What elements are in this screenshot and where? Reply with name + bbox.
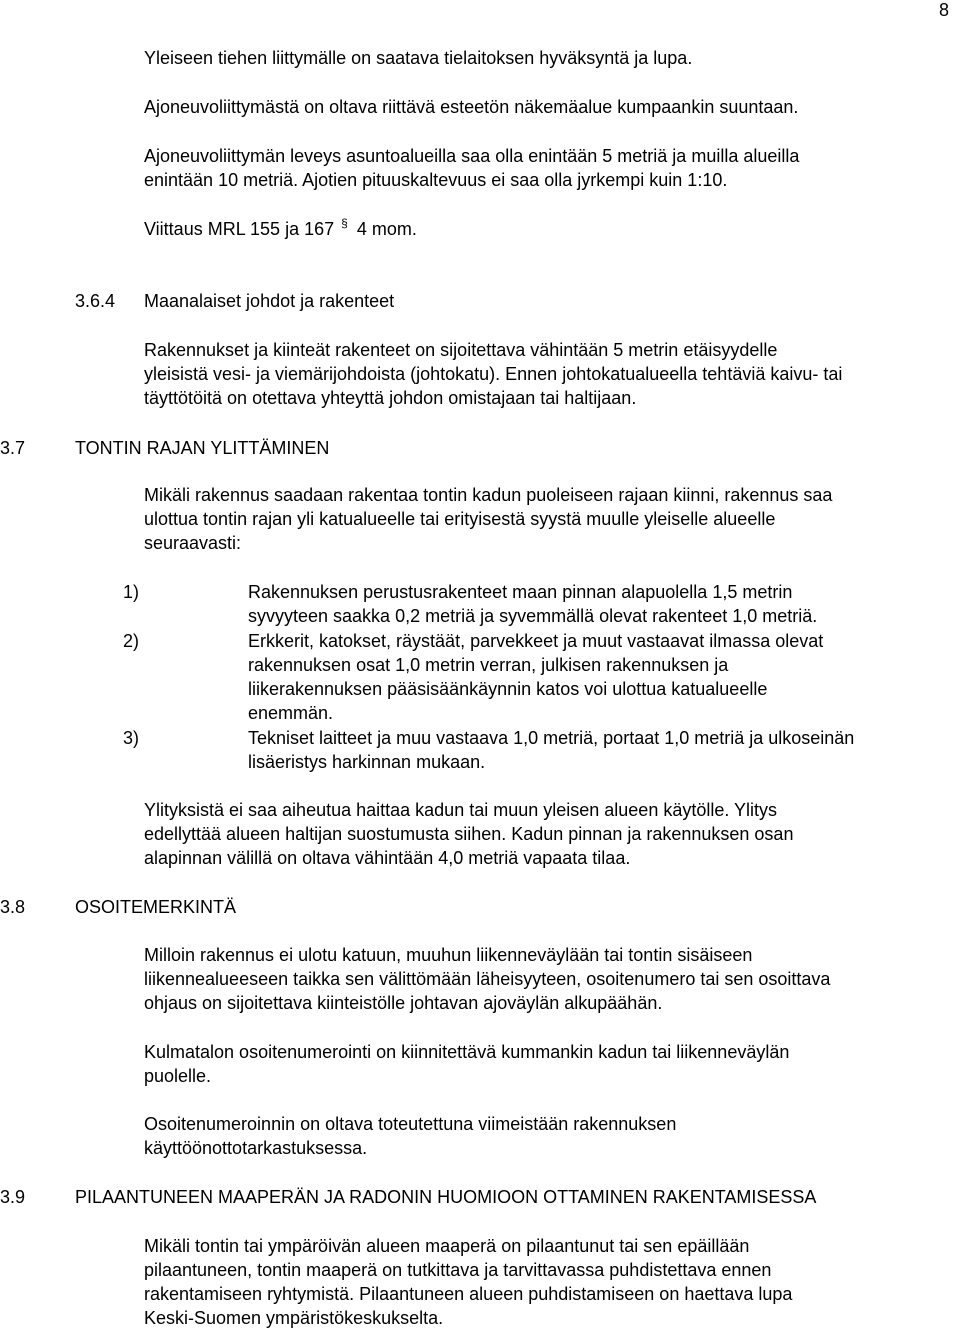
text-line: Keski-Suomen ympäristökeskukselta. <box>144 1308 444 1328</box>
text-line: rakentamiseen ryhtymistä. Pilaantuneen alueen puhdistamiseen on haettava lupa <box>144 1284 793 1304</box>
list-item <box>248 726 854 774</box>
text-line: Mikäli tontin tai ympäröivän alueen maaperä on pilaantunut tai sen epäillään <box>144 1236 750 1256</box>
reference-text: 4 mom. <box>356 219 417 239</box>
text-line: Osoitenumeroinnin on oltava toteutettuna viimeistään rakennuksen <box>144 1114 677 1134</box>
text-line: ohjaus on sijoitettava kiinteistölle johtavan ajoväylän alkupäähän. <box>144 993 663 1013</box>
text-line: Milloin rakennus ei ulotu katuun, muuhun liikenneväylään tai tontin sisäiseen <box>144 945 753 965</box>
text-line: Ylityksistä ei saa aiheutua haittaa kadun tai muun yleisen alueen käytölle. Ylitys <box>144 800 778 820</box>
text-line: Rakennukset ja kiinteät rakenteet on sijoitettava vähintään 5 metrin etäisyydelle <box>144 340 778 360</box>
section-mark: § <box>341 216 348 230</box>
section-title: Maanalaiset johdot ja rakenteet <box>144 291 395 311</box>
section-number: 3.9 <box>0 1187 26 1207</box>
text-line: enintään 10 metriä. Ajotien pituuskaltevuus ei saa olla jyrkempi kuin 1:10. <box>144 170 728 190</box>
text-line: lisäeristys harkinnan mukaan. <box>248 752 486 772</box>
text-line: alapinnan välillä on oltava vähintään 4,0 metriä vapaata tilaa. <box>144 848 631 868</box>
paragraph-cables <box>144 338 842 410</box>
text-line: Rakennuksen perustusrakenteet maan pinnan alapuolella 1,5 metrin <box>248 582 793 602</box>
section-number: 3.8 <box>0 897 26 917</box>
page-number: 8 <box>939 0 950 20</box>
section-number: 3.6.4 <box>75 291 116 311</box>
text-line: puolelle. <box>144 1066 212 1086</box>
list-item-number: 2) <box>123 631 140 651</box>
paragraph-boundary-closing <box>144 798 793 870</box>
list-item <box>248 580 817 628</box>
text-line: liikerakennuksen pääsisäänkäynnin katos voi ulottua katualueelle <box>248 679 768 699</box>
paragraph-boundary-intro <box>144 483 832 555</box>
paragraph-address-placement <box>144 943 830 1015</box>
text-line: Mikäli rakennus saadaan rakentaa tontin kadun puoleiseen rajaan kiinni, rakennus saa <box>144 485 833 505</box>
list-item-number: 1) <box>123 582 140 602</box>
text-line: täyttötöitä on otettava yhteyttä johdon omistajaan tai haltijaan. <box>144 388 637 408</box>
text-line: Tekniset laitteet ja muu vastaava 1,0 metriä, portaat 1,0 metriä ja ulkoseinän <box>248 728 855 748</box>
section-title: OSOITEMERKINTÄ <box>75 897 237 917</box>
text-line: edellyttää alueen haltijan suostumusta siihen. Kadun pinnan ja rakennuksen osan <box>144 824 794 844</box>
paragraph-road-permit: Yleiseen tiehen liittymälle on saatava tielaitoksen hyväksyntä ja lupa. <box>144 48 693 68</box>
text-line: käyttöönottotarkastuksessa. <box>144 1138 368 1158</box>
text-line: Erkkerit, katokset, räystäät, parvekkeet ja muut vastaavat ilmassa olevat <box>248 631 824 651</box>
text-line: liikennealueeseen taikka sen välittömään läheisyyteen, osoitenumero tai sen osoittava <box>144 969 831 989</box>
list-item-number: 3) <box>123 728 140 748</box>
text-line: enemmän. <box>248 703 334 723</box>
text-line: Kulmatalon osoitenumerointi on kiinnitettävä kummankin kadun tai liikenneväylän <box>144 1042 790 1062</box>
text-line: ulottua tontin rajan yli katualueelle tai erityisestä syystä muulle yleiselle alueelle <box>144 509 776 529</box>
text-line: yleisistä vesi- ja viemärijohdoista (johtokatu). Ennen johtokatualueella tehtäviä kaivu- tai <box>144 364 843 384</box>
paragraph-connection-width <box>144 144 799 192</box>
law-reference <box>144 217 417 243</box>
section-number: 3.7 <box>0 438 26 458</box>
paragraph-address-deadline <box>144 1112 676 1160</box>
paragraph-contaminated-soil <box>144 1234 792 1330</box>
list-item <box>248 629 823 725</box>
section-title: PILAANTUNEEN MAAPERÄN JA RADONIN HUOMIOON OTTAMINEN RAKENTAMISESSA <box>75 1187 817 1207</box>
paragraph-corner-address <box>144 1040 789 1088</box>
text-line: syvyyteen saakka 0,2 metriä ja syvemmällä olevat rakenteet 1,0 metriä. <box>248 606 818 626</box>
section-title: TONTIN RAJAN YLITTÄMINEN <box>75 438 330 458</box>
text-line: pilaantuneen, tontin maaperä on tutkittava ja tarvittavassa puhdistettava ennen <box>144 1260 772 1280</box>
text-line: rakennuksen osat 1,0 metrin verran, julkisen rakennuksen ja <box>248 655 729 675</box>
text-line: Ajoneuvoliittymän leveys asuntoalueilla saa olla enintään 5 metriä ja muilla alueilla <box>144 146 800 166</box>
paragraph-visibility: Ajoneuvoliittymästä on oltava riittävä esteetön näkemäalue kumpaankin suuntaan. <box>144 97 799 117</box>
text-line: seuraavasti: <box>144 533 242 553</box>
reference-text: Viittaus MRL 155 ja 167 <box>144 219 335 239</box>
